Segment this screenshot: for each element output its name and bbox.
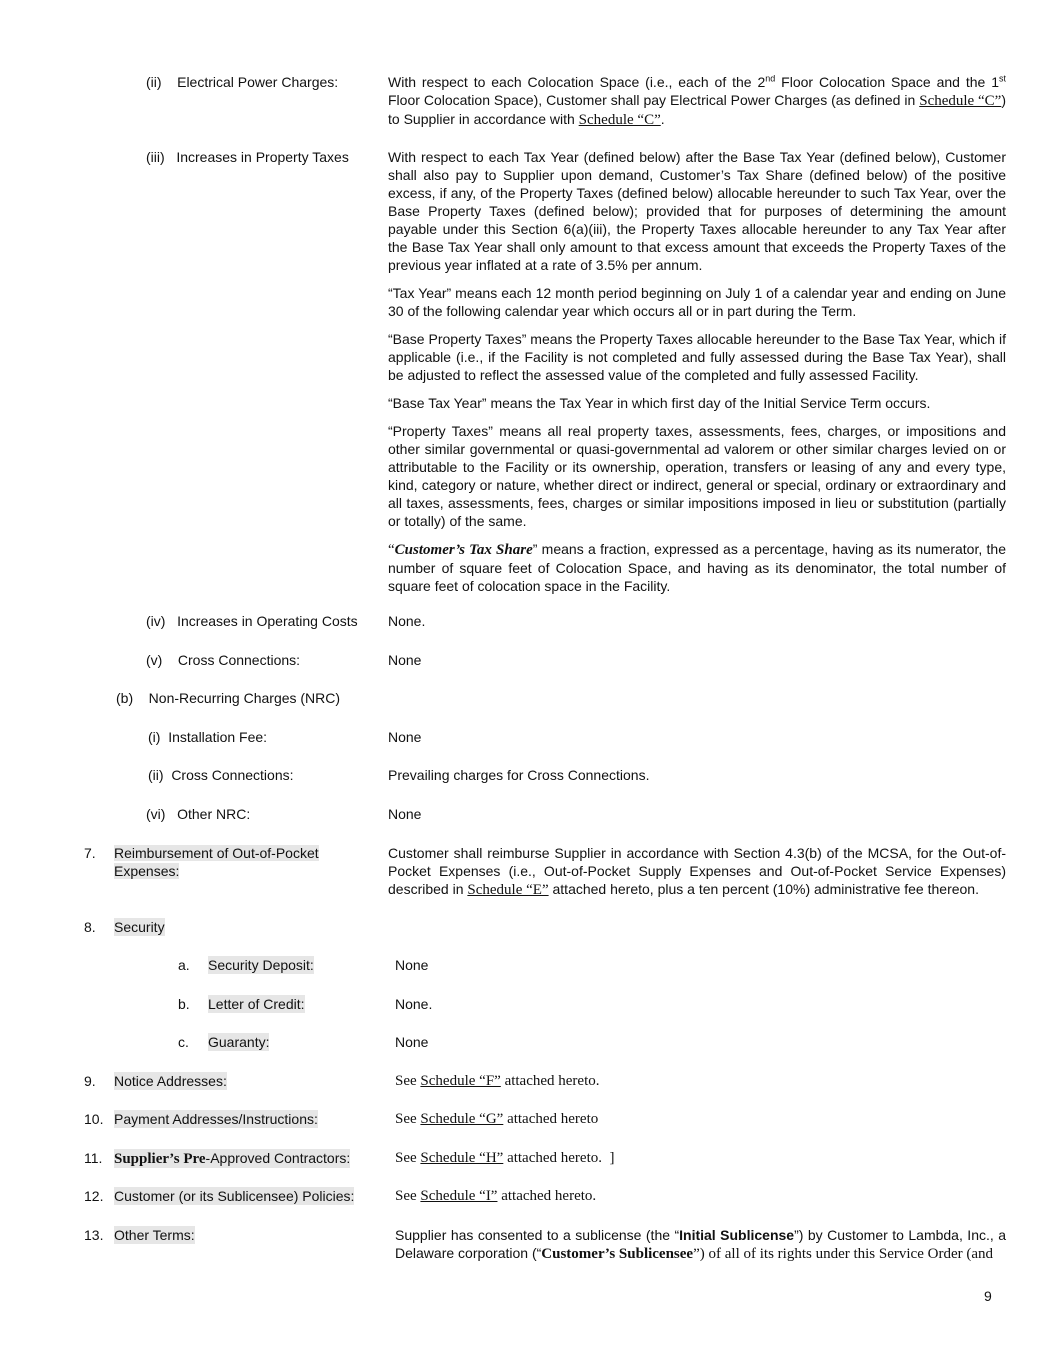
schedule-g-link[interactable]: Schedule “G” — [420, 1111, 504, 1127]
schedule-c-link[interactable]: Schedule “C” — [919, 93, 1002, 109]
section-11-label: Supplier’s Pre-Approved Contractors: — [114, 1150, 351, 1167]
letter-of-credit-value: None. — [395, 996, 433, 1012]
schedule-h-link[interactable]: Schedule “H” — [420, 1150, 504, 1166]
page-number: 9 — [984, 1288, 992, 1304]
cross-connections-label: (v) Cross Connections: — [146, 652, 301, 668]
section-9-number: 9. — [84, 1073, 96, 1089]
section-11-number: 11. — [84, 1150, 103, 1166]
section-8-number: 8. — [84, 919, 96, 935]
electrical-power-charges-label: (ii) Electrical Power Charges: — [146, 74, 339, 90]
schedule-f-link[interactable]: Schedule “F” — [420, 1073, 501, 1089]
schedule-c-link[interactable]: Schedule “C” — [578, 112, 661, 128]
base-tax-year-definition: “Base Tax Year” means the Tax Year in which first day of the Initial Service Term occurs. — [388, 395, 931, 411]
property-taxes-definition: “Property Taxes” means all real property taxes, assessments, fees, charges, or impositions and other similar governmental or quasi-governmental ad valorem or other similar charges levied on or attributable to the Facility or its ownership, operation, transfers or leasing of any and every type, kind, category or nature, whether direct or indirect, general or special, ordinary or extraordinary and all taxes, assessments, fees, charges or similar impositions imposed in lieu or substitution (partially or totally) of the same. — [388, 423, 1006, 529]
property-taxes-label: (iii) Increases in Property Taxes — [146, 149, 349, 165]
schedule-e-link[interactable]: Schedule “E” — [467, 882, 549, 898]
section-8-label: Security — [114, 919, 165, 935]
property-taxes-paragraph: With respect to each Tax Year (defined below) after the Base Tax Year (defined below), Customer shall also pay to Supplier upon demand, Customer’s Tax Share (defined below) of the positive excess, if any, of the Property Taxes (defined below) allocable hereunder to such Tax Year, over the Base Property Taxes (defined below); provided that for purposes of determining the amount payable under this Section 6(a)(iii), the Property Taxes allocable hereunder to any Tax Year after the Base Tax Year shall only amount to that excess amount that exceeds the Property Taxes of the previous year inflated at a rate of 3.5% per annum. — [388, 149, 1006, 273]
operating-costs-label: (iv) Increases in Operating Costs — [146, 613, 358, 629]
section-10-number: 10. — [84, 1111, 104, 1127]
guaranty-label: Guaranty: — [208, 1034, 270, 1050]
base-property-taxes-definition: “Base Property Taxes” means the Property Taxes allocable hereunder to the Base Tax Year, which if applicable (i.e., if the Facility is not completed and fully assessed during the Base Tax Year), shall be adjusted to reflect the assessed value of the completed and fully assessed Facility. — [388, 331, 1006, 383]
section-9-value: See Schedule “F” attached hereto. — [395, 1073, 600, 1089]
security-deposit-letter: a. — [178, 957, 190, 973]
operating-costs-value: None. — [388, 613, 426, 629]
letter-of-credit-letter: b. — [178, 996, 190, 1012]
section-10-label: Payment Addresses/Instructions: — [114, 1111, 318, 1127]
security-deposit-value: None — [395, 957, 429, 973]
section-12-value: See Schedule “I” attached hereto. — [395, 1188, 597, 1204]
other-nrc-value: None — [388, 806, 422, 822]
other-nrc-label: (vi) Other NRC: — [146, 806, 251, 822]
section-9-label: Notice Addresses: — [114, 1073, 227, 1089]
guaranty-value: None — [395, 1034, 429, 1050]
property-taxes-text — [388, 148, 1006, 605]
section-7-label: Reimbursement of Out-of-Pocket Expenses: — [114, 845, 319, 879]
security-deposit-label: Security Deposit: — [208, 957, 314, 973]
letter-of-credit-label: Letter of Credit: — [208, 996, 305, 1012]
guaranty-letter: c. — [178, 1034, 189, 1050]
section-13-text: Supplier has consented to a sublicense (the “Initial Sublicense”) by Customer to Lambda, Inc., a Delaware corporation (“Customer’s Sublicensee”) of all of its rights under this Service Order (and — [395, 1227, 1007, 1262]
electrical-power-charges-text: With respect to each Colocation Space (i.e., each of the 2nd Floor Colocation Space and the 1st Floor Colocation Space), Customer shall pay Electrical Power Charges (as defined in Schedule “C”) to Supplier in accordance with Schedule “C”. — [388, 73, 1007, 128]
nrc-heading: (b) Non-Recurring Charges (NRC) — [116, 690, 341, 706]
section-10-value: See Schedule “G” attached hereto — [395, 1111, 599, 1127]
section-13-label: Other Terms: — [114, 1227, 195, 1243]
section-12-number: 12. — [84, 1188, 104, 1204]
cross-connections-value: None — [388, 652, 422, 668]
section-11-value: See Schedule “H” attached hereto. ] — [395, 1150, 615, 1166]
section-12-label: Customer (or its Sublicensee) Policies: — [114, 1188, 355, 1204]
section-13-number: 13. — [84, 1227, 104, 1243]
tax-year-definition: “Tax Year” means each 12 month period beginning on July 1 of a calendar year and ending on June 30 of the following calendar year which occurs all or in part during the Term. — [388, 285, 1006, 319]
section-7-text: Customer shall reimburse Supplier in accordance with Section 4.3(b) of the MCSA, for the Out-of-Pocket Expenses (i.e., Out-of-Pocket Supply Expenses and Out-of-Pocket Service Expenses) described in Schedule “E” attached hereto, plus a ten percent (10%) administrative fee thereon. — [388, 845, 1006, 898]
nrc-cross-connections-value: Prevailing charges for Cross Connections. — [388, 767, 650, 783]
nrc-cross-connections-label: (ii) Cross Connections: — [148, 767, 294, 783]
customers-tax-share-definition: “Customer’s Tax Share” means a fraction, expressed as a percentage, having as its numerator, the number of square feet of Colocation Space, and having as its denominator, the total number of square feet of colocation space in the Facility. — [388, 541, 1006, 594]
installation-fee-label: (i) Installation Fee: — [148, 729, 268, 745]
installation-fee-value: None — [388, 729, 422, 745]
schedule-i-link[interactable]: Schedule “I” — [420, 1188, 498, 1204]
section-7-number: 7. — [84, 845, 96, 861]
